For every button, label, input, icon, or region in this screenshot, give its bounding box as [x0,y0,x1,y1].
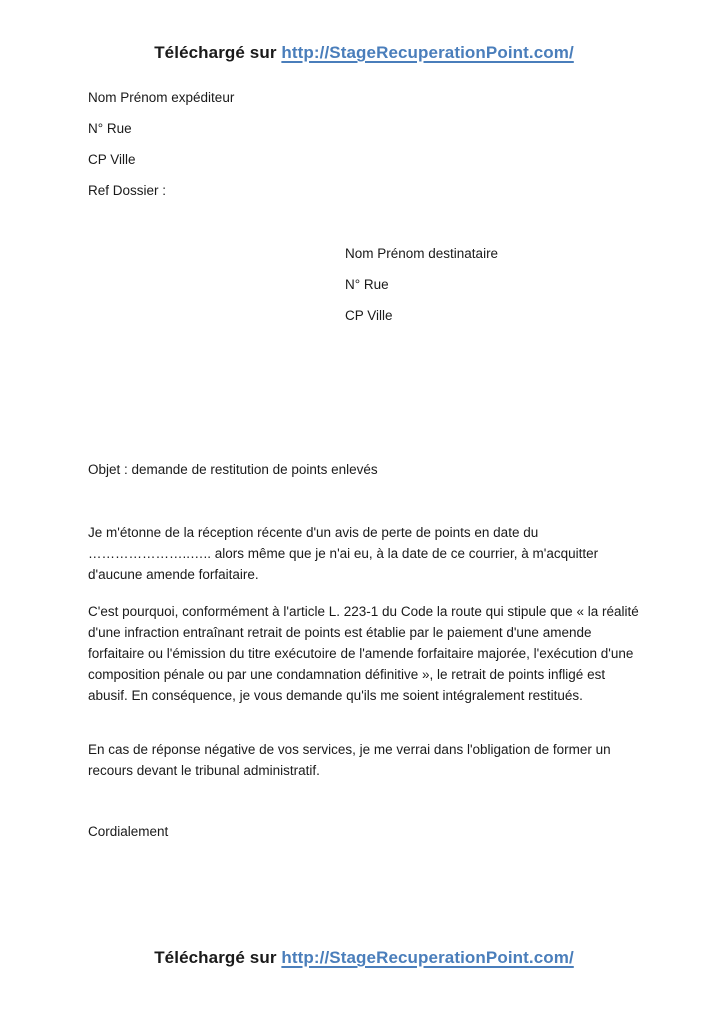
header-download-link[interactable]: http://StageRecuperationPoint.com/ [281,43,574,62]
recipient-street: N° Rue [345,277,389,292]
footer-download-link[interactable]: http://StageRecuperationPoint.com/ [281,948,574,967]
sender-street: N° Rue [88,121,132,136]
header-banner-prefix: Téléchargé sur [154,43,282,62]
body-paragraph-1: Je m'étonne de la réception récente d'un avis de perte de points en date du …………………..….. alors même que je n'ai eu, à la date de ce courrier, à m'acquitter d'aucune amende forfaitaire. [88,525,599,582]
sender-city: CP Ville [88,152,136,167]
recipient-city: CP Ville [345,308,393,323]
sender-name: Nom Prénom expéditeur [88,90,235,105]
footer-banner-prefix: Téléchargé sur [154,948,282,967]
recipient-block [345,243,498,336]
recipient-name: Nom Prénom destinataire [345,246,499,261]
subject-line: Objet : demande de restitution de points enlevés [88,462,378,477]
sender-block [88,87,234,211]
footer-banner [0,948,728,968]
sender-reference: Ref Dossier : [88,183,167,198]
body-paragraph-2: C'est pourquoi, conformément à l'article L. 223-1 du Code la route qui stipule que « la réalité d'une infraction entraînant retrait de points est établie par le paiement d'une amende forfaitaire ou l'émission du titre exécutoire de l'amende forfaitaire majorée, l'exécution d'une composition pénale ou par une condamnation définitive », le retrait de points infligé est abusif. En conséquence, je vous demande qu'ils me soient intégralement restitués. [88,604,639,703]
closing-salutation: Cordialement [88,824,169,839]
header-banner [0,43,728,63]
body-paragraph-3: En cas de réponse négative de vos services, je me verrai dans l'obligation de former un recours devant le tribunal administratif. [88,742,611,778]
